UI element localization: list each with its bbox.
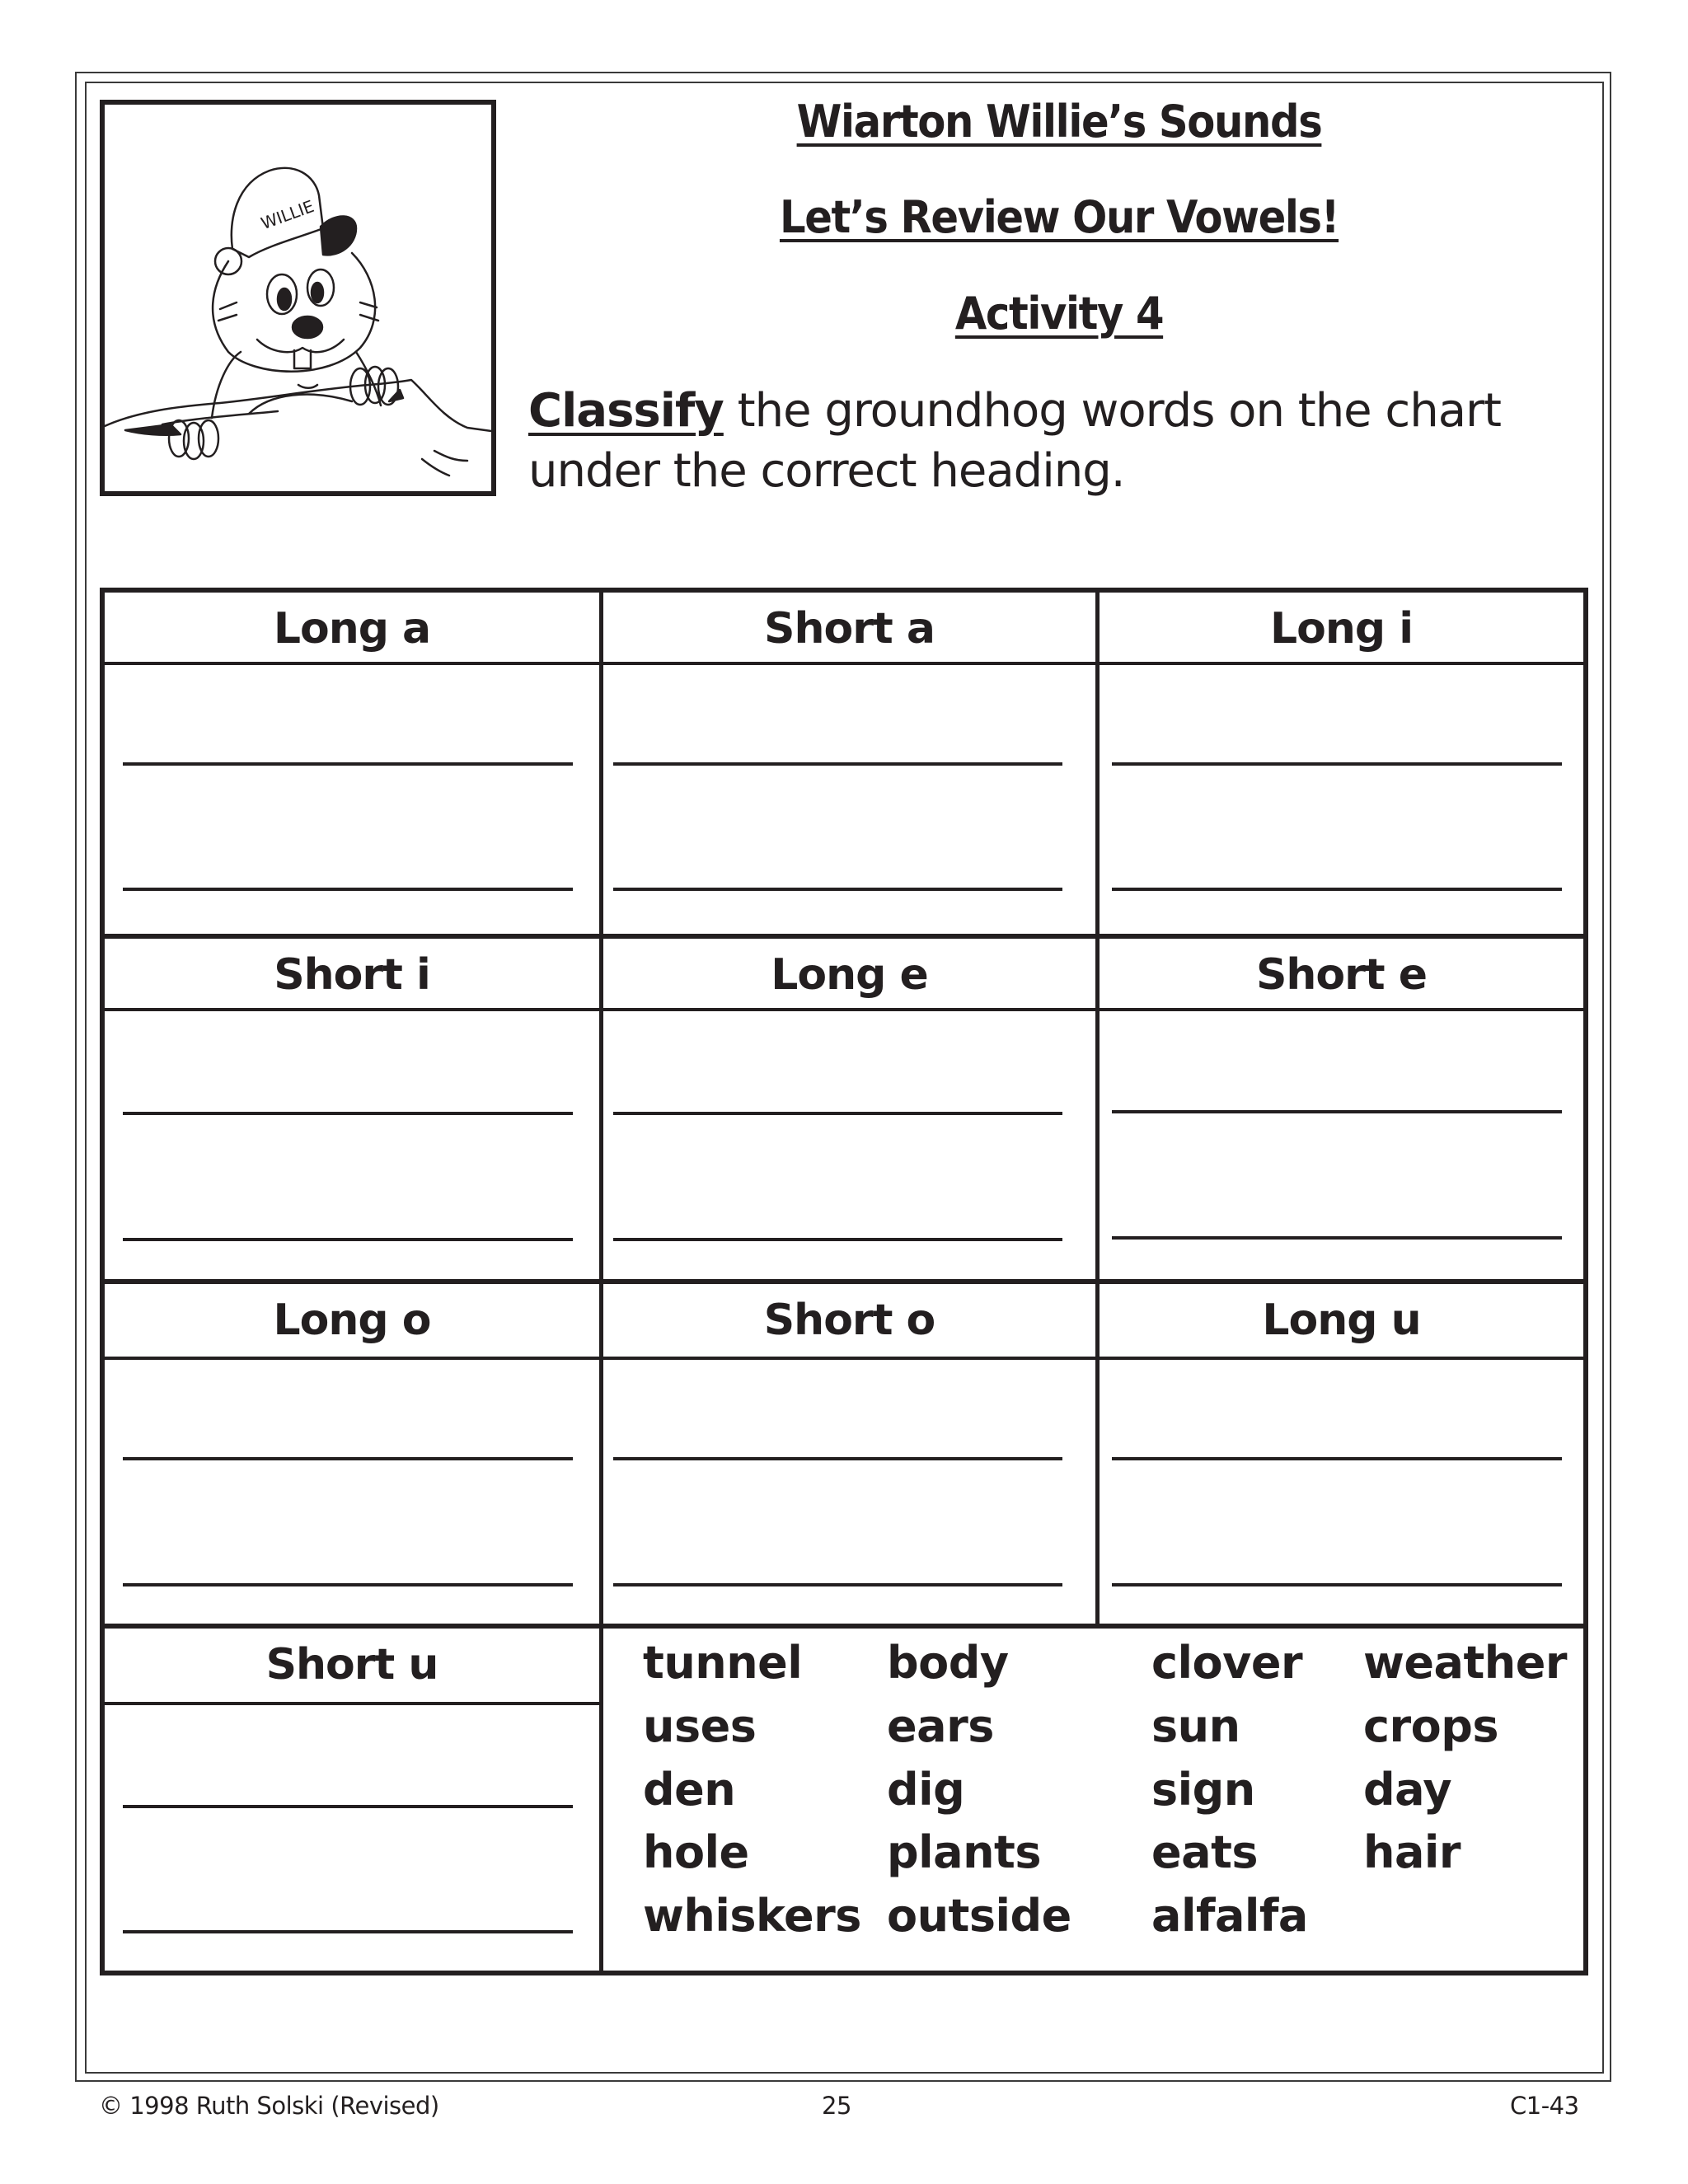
illustration-frame [100, 100, 496, 496]
worksheet-title: Wiarton Willie’s Sounds [796, 96, 1322, 148]
word-bank-item[interactable]: clover [1151, 1637, 1303, 1689]
groundhog-illustration-icon [105, 105, 491, 491]
word-bank-item[interactable]: tunnel [643, 1637, 803, 1689]
instructions-line-1 [528, 381, 1600, 441]
chart-cell-long-a [105, 593, 599, 934]
chart-cell-short-u [105, 1629, 599, 1971]
answer-line[interactable] [613, 762, 1062, 766]
footer-copyright: © 1998 Ruth Solski (Revised) [99, 2092, 439, 2120]
answer-line[interactable] [123, 1583, 573, 1586]
word-bank-item[interactable]: plants [887, 1826, 1042, 1878]
word-bank-item[interactable]: ears [887, 1700, 994, 1752]
instructions-line-2: under the correct heading. [528, 444, 1125, 498]
svg-text:WILLIE: WILLIE [258, 195, 317, 234]
chart-cell-short-i [105, 939, 599, 1279]
word-bank-item[interactable]: whiskers [643, 1890, 861, 1942]
cell-heading: Short u [265, 1640, 438, 1690]
vowel-chart [100, 588, 1588, 1975]
answer-line[interactable] [123, 1238, 573, 1241]
word-bank-item[interactable]: dig [887, 1764, 965, 1816]
word-bank-item[interactable]: outside [887, 1890, 1071, 1942]
cell-heading: Long u [1262, 1296, 1421, 1345]
cell-heading: Short e [1255, 950, 1428, 1000]
cell-heading: Short a [764, 604, 935, 654]
answer-line[interactable] [123, 1930, 573, 1933]
answer-line[interactable] [1112, 1236, 1562, 1240]
word-bank-item[interactable]: alfalfa [1151, 1890, 1308, 1942]
word-bank-item[interactable]: sun [1151, 1700, 1240, 1752]
answer-line[interactable] [123, 1457, 573, 1460]
chart-cell-long-u [1100, 1284, 1583, 1624]
chart-cell-long-i [1100, 593, 1583, 934]
answer-line[interactable] [613, 1238, 1062, 1241]
word-bank-item[interactable]: hole [643, 1826, 749, 1878]
answer-line[interactable] [123, 762, 573, 766]
answer-line[interactable] [613, 1583, 1062, 1586]
cell-heading: Short i [274, 950, 430, 1000]
footer-page-number: 25 [822, 2092, 851, 2120]
instruction-text: the groundhog words on the chart [723, 384, 1502, 438]
answer-line[interactable] [1112, 1583, 1562, 1586]
word-bank-item[interactable]: eats [1151, 1826, 1259, 1878]
cell-heading: Long i [1269, 604, 1414, 654]
answer-line[interactable] [1112, 1457, 1562, 1460]
word-bank-item[interactable]: uses [643, 1700, 757, 1752]
instructions [528, 381, 1600, 501]
chart-cell-long-e [603, 939, 1095, 1279]
answer-line[interactable] [123, 888, 573, 891]
instruction-keyword: Classify [528, 384, 724, 438]
answer-line[interactable] [613, 1112, 1062, 1115]
cell-heading: Long a [273, 604, 431, 654]
word-bank-item[interactable]: weather [1363, 1637, 1567, 1689]
answer-line[interactable] [1112, 762, 1562, 766]
word-bank-item[interactable]: day [1363, 1764, 1452, 1816]
word-bank-item[interactable]: hair [1363, 1826, 1461, 1878]
answer-line[interactable] [1112, 1110, 1562, 1113]
word-bank-item[interactable]: body [887, 1637, 1009, 1689]
word-bank-item[interactable]: crops [1363, 1700, 1499, 1752]
cell-heading: Long o [273, 1296, 431, 1345]
cell-heading: Short o [763, 1296, 935, 1345]
word-bank [603, 1629, 1583, 1971]
answer-line[interactable] [1112, 888, 1562, 891]
chart-cell-short-a [603, 593, 1095, 934]
answer-line[interactable] [123, 1112, 573, 1115]
chart-cell-long-o [105, 1284, 599, 1624]
chart-cell-short-o [603, 1284, 1095, 1624]
answer-line[interactable] [123, 1805, 573, 1808]
cell-heading: Long e [771, 950, 928, 1000]
word-bank-item[interactable]: den [643, 1764, 736, 1816]
chart-cell-short-e [1100, 939, 1583, 1279]
answer-line[interactable] [613, 888, 1062, 891]
worksheet-subtitle: Let’s Review Our Vowels! [779, 191, 1339, 243]
word-bank-item[interactable]: sign [1151, 1764, 1255, 1816]
answer-line[interactable] [613, 1457, 1062, 1460]
activity-label: Activity 4 [954, 288, 1164, 340]
footer-code: C1-43 [1510, 2092, 1579, 2120]
